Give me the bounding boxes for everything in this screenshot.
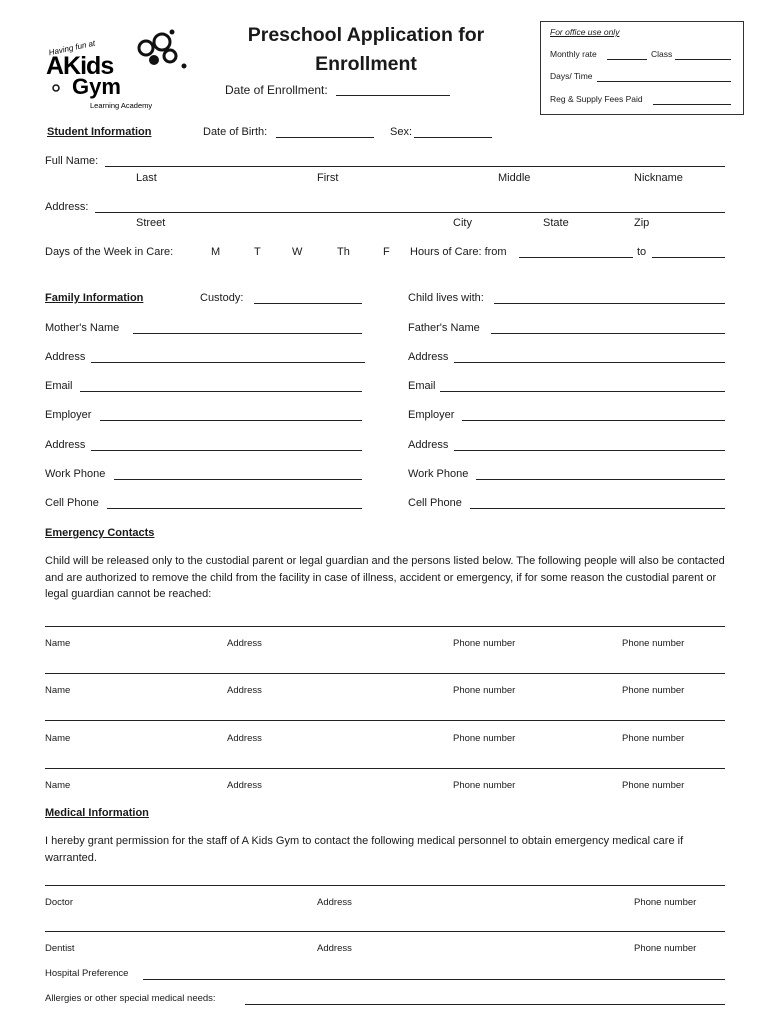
emergency-row-4-name: Name — [45, 780, 71, 791]
city-caption: City — [453, 217, 472, 229]
state-caption: State — [543, 217, 569, 229]
page-title-line2: Enrollment — [315, 53, 417, 75]
mother-employer-field[interactable] — [100, 420, 362, 421]
street-caption: Street — [136, 217, 166, 229]
logo-tagline-bottom: Learning Academy — [90, 101, 153, 110]
father-employer-address-field[interactable] — [454, 450, 725, 451]
family-info-heading: Family Information — [45, 292, 144, 304]
custody-field[interactable] — [254, 303, 362, 304]
medical-text: I hereby grant permission for the staff of A Kids Gym to contact the following medical personnel to obtain emergency medical care if warranted. — [45, 835, 684, 864]
full-name-field[interactable] — [105, 166, 725, 167]
days-time-label: Days/ Time — [550, 71, 593, 81]
emergency-row-2-phone1: Phone number — [453, 685, 516, 696]
hours-to-label: to — [637, 246, 647, 258]
father-cell-phone-field[interactable] — [470, 508, 725, 509]
dentist-label: Dentist — [45, 943, 75, 954]
enrollment-date-field[interactable] — [336, 95, 450, 96]
emergency-row-3-phone2: Phone number — [622, 733, 685, 744]
father-email-label: Email — [408, 380, 436, 392]
father-employer-address-label: Address — [408, 439, 449, 451]
mother-name-field[interactable] — [133, 333, 362, 334]
mother-email-field[interactable] — [80, 391, 362, 392]
father-work-phone-label: Work Phone — [408, 468, 469, 480]
day-monday[interactable]: M — [211, 246, 221, 258]
medical-heading: Medical Information — [45, 807, 149, 819]
logo-graphic — [44, 28, 194, 113]
father-employer-label: Employer — [408, 409, 455, 421]
emergency-heading: Emergency Contacts — [45, 527, 155, 539]
emergency-text: Child will be released only to the custodial parent or legal guardian and the persons listed below. The following people will also be contacted and are authorized to remove the child from the facility in case of illness, accident or emergency, if for some reason the custodial parent or legal guardian cannot be reached: — [45, 555, 725, 600]
emergency-row-3-line[interactable] — [45, 720, 725, 721]
emergency-row-1-line[interactable] — [45, 626, 725, 627]
office-use-box — [540, 21, 744, 115]
emergency-row-4-line[interactable] — [45, 768, 725, 769]
address-field[interactable] — [95, 212, 725, 213]
first-caption: First — [317, 172, 339, 184]
father-name-field[interactable] — [491, 333, 725, 334]
days-care-label: Days of the Week in Care: — [45, 246, 174, 258]
doctor-phone-label: Phone number — [634, 897, 697, 908]
days-time-field[interactable] — [597, 81, 731, 82]
full-name-label: Full Name: — [45, 155, 99, 167]
monthly-rate-field[interactable] — [607, 59, 647, 60]
mother-email-label: Email — [45, 380, 73, 392]
office-heading: For office use only — [550, 27, 620, 37]
dob-field[interactable] — [276, 137, 374, 138]
monthly-rate-label: Monthly rate — [550, 49, 597, 59]
mother-employer-address-field[interactable] — [91, 450, 362, 451]
doctor-label: Doctor — [45, 897, 73, 908]
emergency-row-1-name: Name — [45, 638, 71, 649]
mother-work-phone-label: Work Phone — [45, 468, 106, 480]
logo-brand-top: AKids — [46, 52, 114, 80]
emergency-row-3-address: Address — [227, 733, 262, 744]
father-employer-field[interactable] — [462, 420, 725, 421]
hours-from-label: Hours of Care: from — [410, 246, 507, 258]
zip-caption: Zip — [634, 217, 650, 229]
logo-tagline-top: Having fun at — [47, 38, 96, 58]
father-address-label: Address — [408, 351, 449, 363]
last-caption: Last — [136, 172, 157, 184]
page-title-line1: Preschool Application for — [247, 24, 485, 46]
reg-fees-label: Reg & Supply Fees Paid — [550, 94, 643, 104]
mother-name-label: Mother's Name — [45, 322, 120, 334]
mother-employer-label: Employer — [45, 409, 92, 421]
nickname-caption: Nickname — [634, 172, 683, 184]
class-field[interactable] — [675, 59, 731, 60]
emergency-row-1-phone1: Phone number — [453, 638, 516, 649]
reg-fees-field[interactable] — [653, 104, 731, 105]
emergency-row-4-address: Address — [227, 780, 262, 791]
doctor-line[interactable] — [45, 885, 725, 886]
emergency-row-1-address: Address — [227, 638, 262, 649]
allergies-field[interactable] — [245, 1004, 725, 1005]
emergency-row-4-phone1: Phone number — [453, 780, 516, 791]
mother-address-field[interactable] — [91, 362, 365, 363]
dentist-address-label: Address — [317, 943, 352, 954]
emergency-row-4-phone2: Phone number — [622, 780, 685, 791]
emergency-row-1-phone2: Phone number — [622, 638, 685, 649]
emergency-row-2-line[interactable] — [45, 673, 725, 674]
emergency-row-2-phone2: Phone number — [622, 685, 685, 696]
hospital-field[interactable] — [143, 979, 725, 980]
sex-label: Sex: — [390, 126, 413, 138]
logo-brand-bottom: Gym — [72, 74, 121, 99]
mother-cell-phone-label: Cell Phone — [45, 497, 99, 509]
day-wednesday[interactable]: W — [292, 246, 303, 258]
student-info-heading: Student Information — [47, 126, 152, 138]
day-thursday[interactable]: Th — [337, 246, 350, 258]
hospital-label: Hospital Preference — [45, 968, 129, 979]
day-tuesday[interactable]: T — [254, 246, 261, 258]
father-work-phone-field[interactable] — [476, 479, 725, 480]
hours-to-field[interactable] — [652, 257, 725, 258]
dob-label: Date of Birth: — [203, 126, 268, 138]
dentist-line[interactable] — [45, 931, 725, 932]
father-email-field[interactable] — [440, 391, 725, 392]
mother-address-label: Address — [45, 351, 86, 363]
hours-from-field[interactable] — [519, 257, 633, 258]
emergency-row-3-phone1: Phone number — [453, 733, 516, 744]
father-cell-phone-label: Cell Phone — [408, 497, 462, 509]
child-lives-field[interactable] — [494, 303, 725, 304]
logo — [44, 28, 194, 113]
allergies-label: Allergies or other special medical needs: — [45, 993, 216, 1004]
enrollment-date-label: Date of Enrollment: — [225, 83, 328, 97]
custody-label: Custody: — [200, 292, 244, 304]
mother-employer-address-label: Address — [45, 439, 86, 451]
sex-field[interactable] — [414, 137, 492, 138]
day-friday[interactable]: F — [383, 246, 390, 258]
emergency-row-2-name: Name — [45, 685, 71, 696]
father-address-field[interactable] — [454, 362, 725, 363]
middle-caption: Middle — [498, 172, 531, 184]
mother-work-phone-field[interactable] — [114, 479, 362, 480]
dentist-phone-label: Phone number — [634, 943, 697, 954]
mother-cell-phone-field[interactable] — [107, 508, 362, 509]
address-label: Address: — [45, 201, 89, 213]
emergency-row-3-name: Name — [45, 733, 71, 744]
class-label: Class — [651, 49, 673, 59]
father-name-label: Father's Name — [408, 322, 480, 334]
emergency-row-2-address: Address — [227, 685, 262, 696]
child-lives-label: Child lives with: — [408, 292, 484, 304]
doctor-address-label: Address — [317, 897, 352, 908]
